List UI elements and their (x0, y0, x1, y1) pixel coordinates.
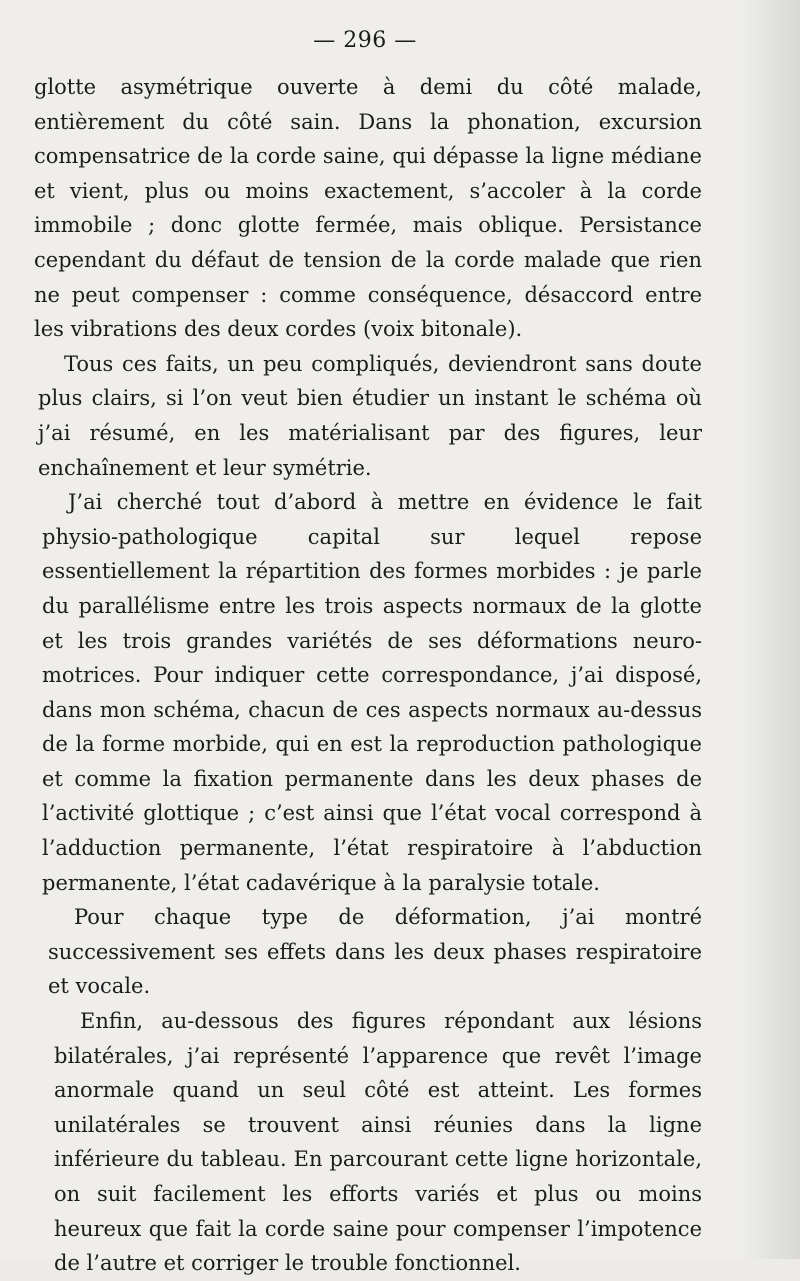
paragraph-4: Pour chaque type de déformation, j’ai montré successivement ses effets dans les deux phases respiratoire et vocale. (48, 905, 702, 999)
body-text (34, 70, 702, 1281)
paragraph-5: Enfin, au-dessous des figures répondant aux lésions bilatérales, j’ai représenté l’apparence que revêt l’image anormale quand un seul côté est atteint. Les formes unilatérales se trouvent ainsi réunies dans la ligne inférieure du tableau. En parcourant cette ligne horizontale, on suit facilement les efforts variés et plus ou moins heureux que fait la corde saine pour compenser l’impotence de l’autre et corriger le trouble fonctionnel. (54, 1009, 702, 1276)
page-number: — 296 — (313, 28, 417, 53)
paragraph-3: J’ai cherché tout d’abord à mettre en évidence le fait physio-pathologique capital sur lequel repose essentiellement la répartition des formes morbides : je parle du parallélisme entre les trois aspects normaux de la glotte et les trois grandes variétés de ses déformations neuro-motrices. Pour indiquer cette correspondance, j’ai disposé, dans mon schéma, chacun de ces aspects normaux au-dessus de la forme morbide, qui en est la reproduction pathologique et comme la fixation permanente dans les deux phases de l’activité glottique ; c’est ainsi que l’état vocal correspond à l’adduction permanente, l’état respiratoire à l’abduction permanente, l’état cadavérique à la paralysie totale. (42, 490, 702, 895)
paragraph-1: glotte asymétrique ouverte à demi du côté malade, entièrement du côté sain. Dans la phonation, excursion compensatrice de la corde saine, qui dépasse la ligne médiane et vient, plus ou moins exactement, s’accoler à la corde immobile ; donc glotte fermée, mais oblique. Persistance cependant du défaut de tension de la corde malade que rien ne peut compenser : comme conséquence, désaccord entre les vibrations des deux cordes (voix bitonale). (34, 75, 702, 342)
paragraph-2: Tous ces faits, un peu compliqués, deviendront sans doute plus clairs, si l’on veut bien étudier un instant le schéma où j’ai résumé, en les matérialisant par des figures, leur enchaînement et leur symétrie. (38, 351, 702, 480)
